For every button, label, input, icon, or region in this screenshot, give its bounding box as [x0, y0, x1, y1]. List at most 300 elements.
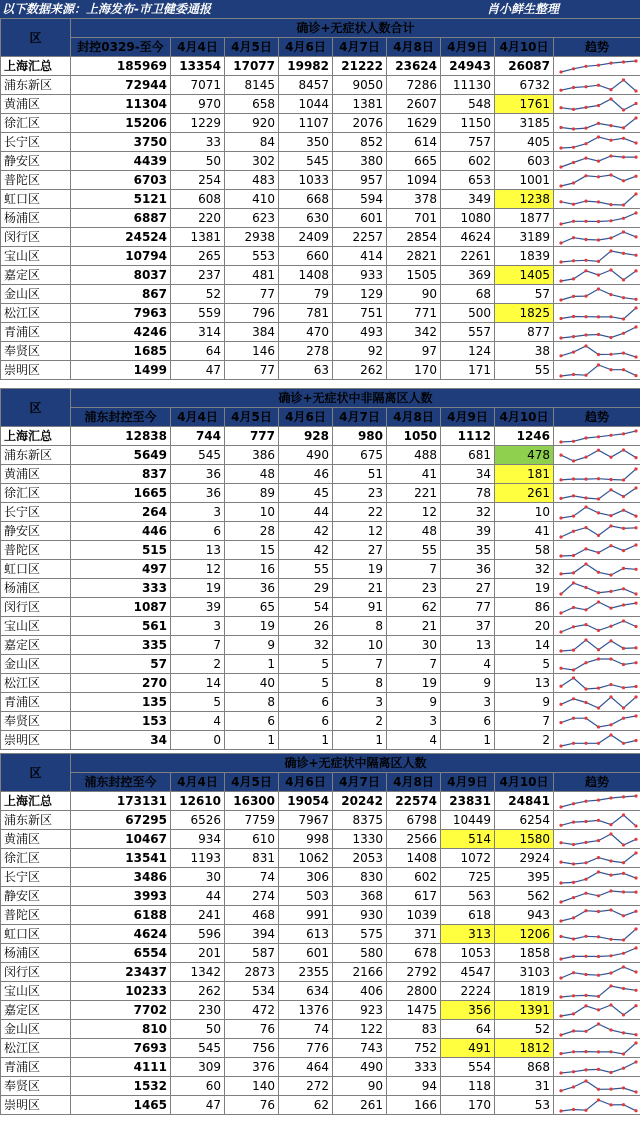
cumulative-total: 15206 — [71, 114, 171, 133]
trend-point — [584, 993, 587, 996]
trend-point — [622, 251, 625, 254]
trend-point — [572, 896, 575, 899]
trend-cell — [554, 636, 640, 655]
trend-point — [634, 306, 637, 309]
cumulative-total: 34 — [71, 731, 171, 750]
table-title: 确诊+无症状人数合计 — [71, 19, 640, 38]
daily-value: 610 — [225, 830, 279, 849]
district-name: 松江区 — [1, 674, 71, 693]
daily-value: 7 — [495, 712, 554, 731]
daily-value: 19 — [333, 560, 387, 579]
daily-value: 170 — [387, 361, 441, 380]
trend-point — [609, 455, 612, 458]
daily-value: 122 — [333, 1020, 387, 1039]
daily-value: 64 — [441, 1020, 495, 1039]
trend-point — [559, 630, 562, 633]
trend-point — [622, 136, 625, 139]
trend-point — [584, 687, 587, 690]
trend-point — [609, 514, 612, 517]
daily-value: 30 — [387, 636, 441, 655]
trend-point — [634, 101, 637, 104]
cumulative-total: 561 — [71, 617, 171, 636]
table-row — [1, 342, 640, 361]
trend-point — [559, 1014, 562, 1017]
column-header: 趋势 — [554, 408, 640, 427]
daily-value: 309 — [171, 1058, 225, 1077]
cumulative-total: 13541 — [71, 849, 171, 868]
trend-point — [609, 873, 612, 876]
trend-point — [609, 293, 612, 296]
district-name: 黄浦区 — [1, 465, 71, 484]
daily-value: 24841 — [495, 792, 554, 811]
daily-value: 608 — [171, 190, 225, 209]
trend-point — [584, 219, 587, 222]
daily-value: 19 — [171, 579, 225, 598]
daily-value: 27 — [441, 579, 495, 598]
trend-point — [584, 891, 587, 894]
trend-point — [634, 890, 637, 893]
trend-cell — [554, 133, 640, 152]
trend-sparkline — [557, 305, 640, 322]
trend-point — [559, 1109, 562, 1112]
daily-value: 587 — [225, 944, 279, 963]
district-name: 浦东新区 — [1, 811, 71, 830]
trend-cell — [554, 1077, 640, 1096]
daily-value: 5 — [495, 655, 554, 674]
trend-point — [622, 296, 625, 299]
trend-point — [609, 236, 612, 239]
trend-point — [597, 159, 600, 162]
daily-value: 623 — [225, 209, 279, 228]
trend-point — [634, 1004, 637, 1007]
district-name: 闵行区 — [1, 963, 71, 982]
trend-cell — [554, 655, 640, 674]
daily-value: 349 — [441, 190, 495, 209]
daily-value: 1408 — [279, 266, 333, 285]
daily-value: 5 — [279, 674, 333, 693]
trend-point — [609, 1087, 612, 1090]
trend-point — [572, 145, 575, 148]
district-name: 徐汇区 — [1, 849, 71, 868]
daily-value: 6 — [171, 522, 225, 541]
daily-value: 79 — [279, 285, 333, 304]
cumulative-total: 3486 — [71, 868, 171, 887]
trend-cell — [554, 1039, 640, 1058]
trend-point — [584, 608, 587, 611]
daily-value: 1330 — [333, 830, 387, 849]
daily-value: 2607 — [387, 95, 441, 114]
column-header: 浦东封控至今 — [71, 773, 171, 792]
trend-point — [622, 587, 625, 590]
trend-point — [559, 260, 562, 263]
trend-point — [622, 368, 625, 371]
trend-sparkline — [557, 229, 640, 246]
trend-point — [622, 603, 625, 606]
trend-point — [622, 155, 625, 158]
trend-point — [634, 946, 637, 949]
daily-value: 3 — [171, 503, 225, 522]
district-name: 普陀区 — [1, 906, 71, 925]
trend-point — [572, 529, 575, 532]
trend-point — [584, 156, 587, 159]
table-row — [1, 887, 640, 906]
source-text: 以下数据来源：上海发布-市卫健委通报 — [2, 2, 211, 16]
trend-cell — [554, 342, 640, 361]
trend-point — [634, 514, 637, 517]
daily-value: 77 — [225, 361, 279, 380]
daily-value: 84 — [225, 133, 279, 152]
trend-point — [609, 488, 612, 491]
trend-point — [609, 624, 612, 627]
trend-point — [584, 1068, 587, 1071]
daily-value: 1044 — [279, 95, 333, 114]
daily-value: 378 — [387, 190, 441, 209]
daily-value: 2053 — [333, 849, 387, 868]
daily-value: 53 — [495, 1096, 554, 1115]
trend-point — [559, 900, 562, 903]
trend-sparkline — [557, 542, 640, 559]
district-header: 区 — [1, 389, 71, 427]
trend-cell — [554, 598, 640, 617]
daily-value: 0 — [171, 731, 225, 750]
trend-point — [622, 331, 625, 334]
daily-value: 553 — [225, 247, 279, 266]
daily-value: 1062 — [279, 849, 333, 868]
daily-value: 634 — [279, 982, 333, 1001]
trend-point — [634, 486, 637, 489]
daily-value: 660 — [279, 247, 333, 266]
trend-point — [584, 436, 587, 439]
daily-value: 1107 — [279, 114, 333, 133]
daily-value: 1877 — [495, 209, 554, 228]
district-name: 长宁区 — [1, 868, 71, 887]
daily-value: 601 — [333, 209, 387, 228]
daily-value: 603 — [495, 152, 554, 171]
daily-value: 491 — [441, 1039, 495, 1058]
daily-value: 140 — [225, 1077, 279, 1096]
trend-sparkline — [557, 561, 640, 578]
trend-point — [559, 478, 562, 481]
daily-value: 171 — [441, 361, 495, 380]
district-name: 青浦区 — [1, 1058, 71, 1077]
trend-cell — [554, 304, 640, 323]
trend-point — [572, 85, 575, 88]
daily-value: 17077 — [225, 57, 279, 76]
trend-point — [597, 1067, 600, 1070]
daily-value: 406 — [333, 982, 387, 1001]
daily-value: 957 — [333, 171, 387, 190]
district-name: 静安区 — [1, 522, 71, 541]
trend-point — [634, 661, 637, 664]
trend-point — [584, 638, 587, 641]
daily-value: 23 — [387, 579, 441, 598]
district-name: 宝山区 — [1, 982, 71, 1001]
table-row — [1, 982, 640, 1001]
daily-value: 618 — [441, 906, 495, 925]
daily-value: 9 — [387, 693, 441, 712]
daily-value: 369 — [441, 266, 495, 285]
daily-value: 38 — [495, 342, 554, 361]
trend-sparkline — [557, 210, 640, 227]
district-name: 宝山区 — [1, 617, 71, 636]
daily-value: 237 — [171, 266, 225, 285]
daily-value: 554 — [441, 1058, 495, 1077]
trend-sparkline — [557, 732, 640, 749]
daily-value: 74 — [279, 1020, 333, 1039]
trend-point — [584, 455, 587, 458]
column-header: 浦东封控至今 — [71, 408, 171, 427]
daily-value: 681 — [441, 446, 495, 465]
daily-value: 41 — [495, 522, 554, 541]
trend-point — [622, 1052, 625, 1055]
trend-point — [634, 794, 637, 797]
daily-value: 3103 — [495, 963, 554, 982]
daily-value: 7 — [171, 636, 225, 655]
daily-value: 13 — [441, 636, 495, 655]
cumulative-total: 7693 — [71, 1039, 171, 1058]
daily-value: 46 — [279, 465, 333, 484]
daily-value: 1050 — [387, 427, 441, 446]
trend-sparkline — [557, 134, 640, 151]
trend-point — [559, 535, 562, 538]
table-row — [1, 925, 640, 944]
trend-sparkline — [557, 324, 640, 341]
table-row — [1, 830, 640, 849]
trend-point — [609, 154, 612, 157]
trend-cell — [554, 830, 640, 849]
trend-point — [584, 269, 587, 272]
trend-point — [572, 916, 575, 919]
daily-value: 877 — [495, 323, 554, 342]
trend-cell — [554, 811, 640, 830]
trend-sparkline — [557, 58, 640, 75]
trend-point — [559, 106, 562, 109]
trend-point — [622, 108, 625, 111]
trend-sparkline — [557, 831, 640, 848]
trend-point — [634, 456, 637, 459]
daily-value: 44 — [171, 887, 225, 906]
daily-value: 580 — [333, 944, 387, 963]
daily-value: 9050 — [333, 76, 387, 95]
column-header: 4月9日 — [441, 38, 495, 57]
daily-value: 10449 — [441, 811, 495, 830]
trend-point — [572, 676, 575, 679]
district-name: 金山区 — [1, 1020, 71, 1039]
cumulative-total: 4111 — [71, 1058, 171, 1077]
daily-value: 272 — [279, 1077, 333, 1096]
district-name: 青浦区 — [1, 323, 71, 342]
trend-point — [634, 325, 637, 328]
column-header: 4月5日 — [225, 38, 279, 57]
trend-point — [559, 70, 562, 73]
daily-value: 395 — [495, 868, 554, 887]
trend-point — [572, 937, 575, 940]
trend-point — [597, 1008, 600, 1011]
cumulative-total: 7963 — [71, 304, 171, 323]
table-row — [1, 598, 640, 617]
daily-value: 796 — [225, 304, 279, 323]
trend-point — [572, 67, 575, 70]
daily-value: 2 — [333, 712, 387, 731]
trend-cell — [554, 76, 640, 95]
trend-point — [597, 448, 600, 451]
trend-point — [559, 823, 562, 826]
daily-value: 380 — [333, 152, 387, 171]
trend-point — [609, 589, 612, 592]
daily-value: 94 — [387, 1077, 441, 1096]
daily-value: 503 — [279, 887, 333, 906]
table-quarantine-cases — [0, 753, 640, 1115]
daily-value: 1 — [333, 731, 387, 750]
trend-point — [634, 624, 637, 627]
table-row — [1, 560, 640, 579]
trend-point — [634, 235, 637, 238]
district-name: 杨浦区 — [1, 209, 71, 228]
trend-cell — [554, 906, 640, 925]
trend-cell — [554, 522, 640, 541]
district-name: 宝山区 — [1, 247, 71, 266]
trend-point — [622, 686, 625, 689]
daily-value: 1381 — [171, 228, 225, 247]
column-header: 4月9日 — [441, 773, 495, 792]
table-row — [1, 190, 640, 209]
column-header: 4月10日 — [495, 38, 554, 57]
table-row — [1, 541, 640, 560]
trend-point — [634, 89, 637, 92]
trend-point — [572, 181, 575, 184]
trend-point — [609, 124, 612, 127]
trend-point — [609, 695, 612, 698]
table-row — [1, 1020, 640, 1039]
district-name: 奉贤区 — [1, 712, 71, 731]
trend-point — [584, 716, 587, 719]
daily-value: 490 — [279, 446, 333, 465]
table-row — [1, 209, 640, 228]
cumulative-total: 11304 — [71, 95, 171, 114]
district-name: 浦东新区 — [1, 446, 71, 465]
daily-value: 78 — [441, 484, 495, 503]
trend-point — [584, 877, 587, 880]
trend-point — [622, 1066, 625, 1069]
daily-value: 6 — [225, 712, 279, 731]
trend-point — [597, 954, 600, 957]
daily-value: 89 — [225, 484, 279, 503]
table-row — [1, 285, 640, 304]
trend-point — [572, 160, 575, 163]
table-row — [1, 636, 640, 655]
trend-point — [597, 287, 600, 290]
column-header: 4月6日 — [279, 408, 333, 427]
daily-value: 776 — [279, 1039, 333, 1058]
trend-point — [572, 514, 575, 517]
trend-sparkline — [557, 926, 640, 943]
daily-value: 39 — [441, 522, 495, 541]
trend-point — [622, 813, 625, 816]
cumulative-total: 6188 — [71, 906, 171, 925]
trend-point — [597, 725, 600, 728]
daily-value: 50 — [171, 1020, 225, 1039]
table-row — [1, 868, 640, 887]
daily-value: 3 — [441, 693, 495, 712]
trend-cell — [554, 209, 640, 228]
daily-value: 333 — [387, 1058, 441, 1077]
table-row — [1, 811, 640, 830]
trend-point — [584, 585, 587, 588]
trend-point — [634, 876, 637, 879]
trend-point — [572, 802, 575, 805]
district-name: 杨浦区 — [1, 944, 71, 963]
trend-point — [572, 219, 575, 222]
trend-point — [609, 249, 612, 252]
trend-sparkline — [557, 713, 640, 730]
trend-point — [609, 859, 612, 862]
trend-point — [572, 494, 575, 497]
daily-value: 868 — [495, 1058, 554, 1077]
daily-value: 602 — [387, 868, 441, 887]
daily-value: 15 — [225, 541, 279, 560]
district-header: 区 — [1, 754, 71, 792]
trend-point — [634, 155, 637, 158]
trend-point — [559, 841, 562, 844]
trend-cell — [554, 617, 640, 636]
trend-point — [634, 297, 637, 300]
trend-sparkline — [557, 466, 640, 483]
trend-point — [634, 526, 637, 529]
trend-point — [634, 355, 637, 358]
trend-cell — [554, 95, 640, 114]
daily-value: 1039 — [387, 906, 441, 925]
column-header: 4月7日 — [333, 38, 387, 57]
daily-value: 1819 — [495, 982, 554, 1001]
daily-value: 261 — [495, 484, 554, 503]
trend-point — [559, 1071, 562, 1074]
trend-point — [609, 908, 612, 911]
district-name: 嘉定区 — [1, 636, 71, 655]
table-row — [1, 1077, 640, 1096]
daily-value: 563 — [441, 887, 495, 906]
daily-value: 1505 — [387, 266, 441, 285]
daily-value: 4547 — [441, 963, 495, 982]
trend-point — [572, 1029, 575, 1032]
trend-point — [634, 988, 637, 991]
cumulative-total: 10794 — [71, 247, 171, 266]
daily-value: 930 — [333, 906, 387, 925]
trend-point — [622, 566, 625, 569]
trend-point — [584, 562, 587, 565]
trend-point — [622, 861, 625, 864]
trend-point — [597, 909, 600, 912]
column-header: 4月8日 — [387, 773, 441, 792]
daily-value: 55 — [279, 560, 333, 579]
trend-sparkline — [557, 523, 640, 540]
district-name: 崇明区 — [1, 731, 71, 750]
district-name: 崇明区 — [1, 1096, 71, 1115]
trend-point — [609, 984, 612, 987]
trend-point — [559, 744, 562, 747]
daily-value: 86 — [495, 598, 554, 617]
daily-value: 12610 — [171, 792, 225, 811]
daily-value: 11130 — [441, 76, 495, 95]
author-text: 肖小鲜生整理 — [487, 2, 560, 16]
daily-value: 2873 — [225, 963, 279, 982]
daily-value: 483 — [225, 171, 279, 190]
trend-point — [609, 544, 612, 547]
daily-value: 36 — [171, 465, 225, 484]
daily-value: 2166 — [333, 963, 387, 982]
trend-point — [572, 716, 575, 719]
daily-value: 356 — [441, 1001, 495, 1020]
trend-point — [572, 697, 575, 700]
